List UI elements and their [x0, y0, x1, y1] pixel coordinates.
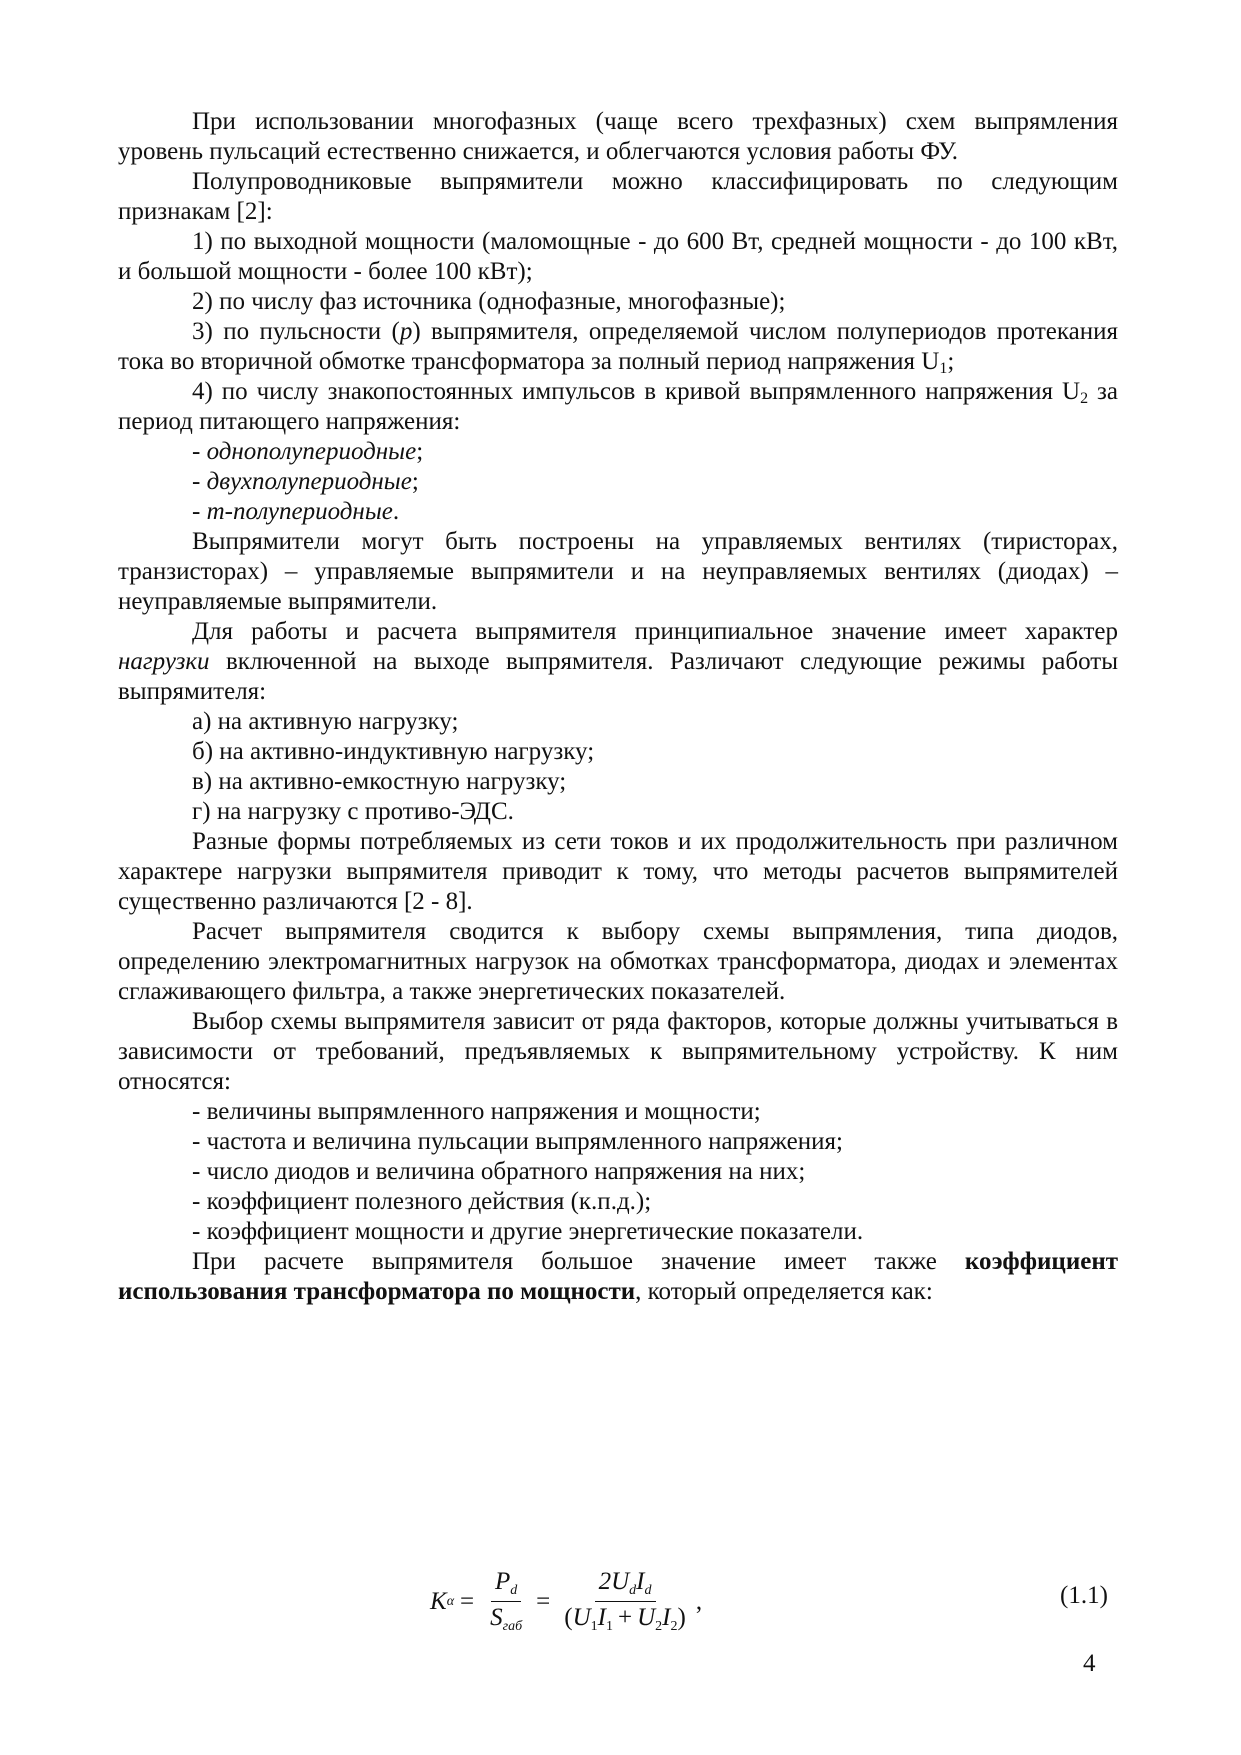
- text-run: -: [192, 498, 207, 525]
- formula-subscript: 2: [670, 1619, 678, 1634]
- italic-term: двухполупериодные: [206, 468, 412, 495]
- text-run: б) на активно-индуктивную нагрузку;: [192, 738, 595, 765]
- text-run: г) на нагрузку с противо-ЭДС.: [192, 798, 514, 825]
- formula-symbol: I: [636, 1568, 645, 1595]
- formula-subscript: 1: [590, 1619, 598, 1634]
- italic-term: нагрузки: [118, 648, 210, 675]
- formula-subscript: габ: [502, 1619, 523, 1634]
- paragraph: [118, 377, 1118, 437]
- formula-paren: ): [677, 1604, 686, 1631]
- formula-symbol: I: [662, 1604, 671, 1631]
- paragraph: [118, 287, 1118, 317]
- text-run: , который определяется как:: [635, 1278, 933, 1305]
- equation-number: (1.1): [1060, 1582, 1108, 1609]
- fraction-current-voltage: [560, 1568, 690, 1635]
- text-run: включенной на выходе выпрямителя. Различают следующие режимы работы выпрямителя:: [118, 648, 1118, 705]
- paragraph: [118, 707, 1118, 737]
- paragraph: [118, 1157, 1118, 1187]
- formula-subscript: 2: [655, 1619, 663, 1634]
- formula-symbol: P: [495, 1568, 511, 1595]
- paragraph: [118, 1097, 1118, 1127]
- text-run: .: [392, 498, 400, 525]
- subscript: 1: [939, 360, 948, 377]
- text-run: за период питающего напряжения:: [118, 378, 1118, 435]
- text-run: При использовании многофазных (чаще всего трехфазных) схем выпрямления уровень пульсаций естественно снижается, и облегчаются условия работы ФУ.: [118, 108, 1118, 165]
- text-run: в) на активно-емкостную нагрузку;: [192, 768, 567, 795]
- text-run: Расчет выпрямителя сводится к выбору схемы выпрямления, типа диодов, определению электромагнитных нагрузок на обмотках трансформатора, диодах и элементах сглаживающего фильтра, а также энергетических показателей.: [118, 918, 1118, 1005]
- text-run: 2) по числу фаз источника (однофазные, многофазные);: [192, 288, 786, 315]
- text-run: - коэффициент мощности и другие энергетические показатели.: [192, 1218, 864, 1245]
- formula-equals: =: [536, 1587, 551, 1615]
- text-run: - число диодов и величина обратного напряжения на них;: [192, 1158, 806, 1185]
- text-run: -: [192, 468, 207, 495]
- text-run: а) на активную нагрузку;: [192, 708, 459, 735]
- text-run: Полупроводниковые выпрямители можно классифицировать по следующим признакам [2]:: [118, 168, 1118, 225]
- paragraph: [118, 917, 1118, 1007]
- formula-symbol: 2U: [598, 1568, 630, 1595]
- italic-term: однополупериодные: [206, 438, 417, 465]
- italic-term: m-полупериодные: [206, 498, 393, 525]
- paragraph: [118, 1187, 1118, 1217]
- body-text: [118, 107, 1118, 1307]
- paragraph: [118, 167, 1118, 227]
- paragraph: [118, 827, 1118, 917]
- paragraph: [118, 1247, 1118, 1307]
- formula-plus: +: [618, 1604, 633, 1631]
- paragraph: [118, 797, 1118, 827]
- formula-symbol: U: [572, 1604, 591, 1631]
- formula-subscript: d: [510, 1583, 518, 1598]
- paragraph: [118, 317, 1118, 377]
- text-run: Выпрямители могут быть построены на управляемых вентилях (тиристорах, транзисторах) – управляемые выпрямители и на неуправляемых вентилях (диодах) – неуправляемые выпрямители.: [118, 528, 1118, 615]
- paragraph: [118, 617, 1118, 707]
- paragraph: [118, 737, 1118, 767]
- formula-symbol: S: [490, 1604, 503, 1631]
- paragraph: [118, 527, 1118, 617]
- paragraph: [118, 497, 1118, 527]
- text-run: Для работы и расчета выпрямителя принципиальное значение имеет характер: [192, 618, 1118, 645]
- paragraph: [118, 1217, 1118, 1247]
- formula-equals: =: [460, 1587, 475, 1615]
- text-run: ;: [411, 468, 419, 495]
- page-number: 4: [1083, 1650, 1096, 1677]
- formula-symbol: I: [597, 1604, 606, 1631]
- text-run: Выбор схемы выпрямителя зависит от ряда факторов, которые должны учитываться в зависимости от требований, предъявляемых к выпрямительному устройству. К ним относятся:: [118, 1008, 1118, 1095]
- text-run: Разные формы потребляемых из сети токов и их продолжительность при различном характере нагрузки выпрямителя приводит к тому, что методы расчетов выпрямителей существенно различаются [2 - 8].: [118, 828, 1118, 915]
- text-run: 3) по пульсности (: [192, 318, 400, 345]
- text-run: -: [192, 438, 207, 465]
- text-run: ) выпрямителя, определяемой числом полупериодов протекания тока во вторичной обмотке трансформатора за полный период напряжения U: [118, 318, 1118, 375]
- italic-term: p: [399, 318, 413, 345]
- paragraph: [118, 437, 1118, 467]
- formula-subscript: d: [629, 1583, 637, 1598]
- paragraph: [118, 227, 1118, 287]
- formula-subscript: α: [446, 1593, 455, 1609]
- formula-subscript: 1: [606, 1619, 613, 1634]
- paragraph: [118, 767, 1118, 797]
- subscript: 2: [1080, 390, 1089, 407]
- formula-paren: (: [564, 1604, 573, 1631]
- text-run: - величины выпрямленного напряжения и мощности;: [192, 1098, 761, 1125]
- text-run: 4) по числу знакопостоянных импульсов в кривой выпрямленного напряжения U: [192, 378, 1081, 405]
- text-run: ;: [947, 348, 955, 375]
- paragraph: [118, 107, 1118, 167]
- formula-symbol: U: [637, 1604, 656, 1631]
- text-run: - частота и величина пульсации выпрямленного напряжения;: [192, 1128, 843, 1155]
- text-run: 1) по выходной мощности (маломощные - до 600 Вт, средней мощности - до 100 кВт, и большой мощности - более 100 кВт);: [118, 228, 1118, 285]
- formula-comma: ,: [695, 1587, 703, 1615]
- formula-1-1: [430, 1568, 702, 1635]
- paragraph: [118, 1007, 1118, 1097]
- text-run: ;: [416, 438, 424, 465]
- fraction-power-ratio: [486, 1568, 526, 1635]
- formula-symbol: K: [430, 1587, 447, 1615]
- bold-term: коэффициент использования трансформатора по мощности: [118, 1248, 1118, 1305]
- formula-subscript: d: [644, 1583, 652, 1598]
- text-run: - коэффициент полезного действия (к.п.д.);: [192, 1188, 652, 1215]
- paragraph: [118, 467, 1118, 497]
- text-run: При расчете выпрямителя большое значение имеет также: [192, 1248, 965, 1275]
- paragraph: [118, 1127, 1118, 1157]
